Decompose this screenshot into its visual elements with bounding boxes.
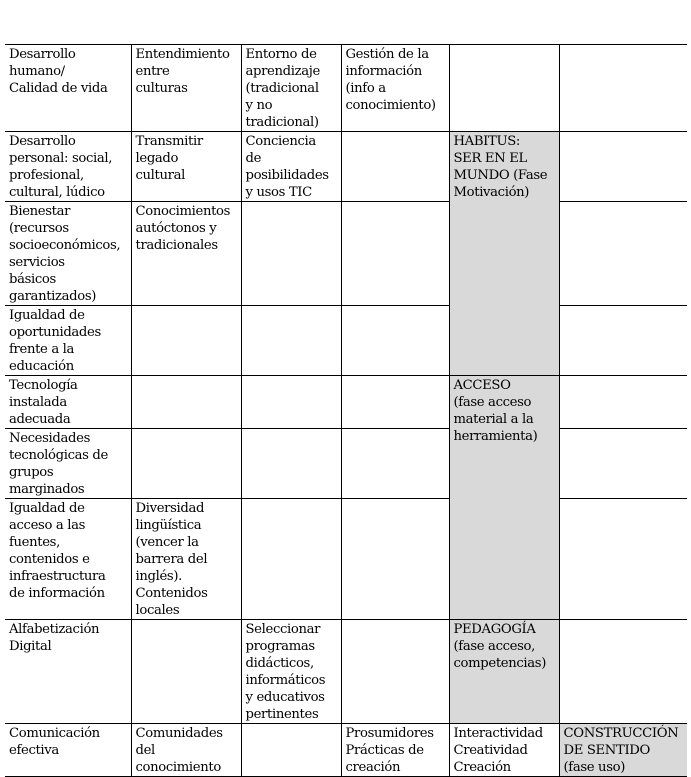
- table-cell: Alfabetización Digital: [5, 620, 131, 724]
- table-cell: Igualdad de acceso a las fuentes, contenidos e infraestructura de información: [5, 499, 131, 620]
- table-cell: [559, 429, 687, 499]
- table-cell: [241, 306, 341, 376]
- table-cell: [559, 376, 687, 429]
- table-cell: [559, 202, 687, 306]
- table-cell: [341, 499, 449, 620]
- table-cell: [341, 132, 449, 202]
- table-cell: [241, 202, 341, 306]
- table-cell: Transmitir legado cultural: [131, 132, 241, 202]
- table-cell: [241, 429, 341, 499]
- table-cell: Conocimientos autóctonos y tradicionales: [131, 202, 241, 306]
- framework-table: [5, 44, 687, 777]
- table-cell: [241, 376, 341, 429]
- table-row: [5, 429, 687, 499]
- table-cell: [131, 620, 241, 724]
- table-cell: [341, 202, 449, 306]
- table-cell: Interactividad Creatividad Creación: [449, 724, 559, 777]
- phase-cell-pedagogia: PEDAGOGÍA (fase acceso, competencias): [449, 620, 559, 724]
- table-cell: [131, 429, 241, 499]
- table-cell: [559, 132, 687, 202]
- table-cell: [341, 306, 449, 376]
- table-cell: [559, 45, 687, 132]
- table-cell: Entendimiento entre culturas: [131, 45, 241, 132]
- table-row: [5, 620, 687, 724]
- table-cell: Prosumidores Prácticas de creación: [341, 724, 449, 777]
- table-cell: Igualdad de oportunidades frente a la educación: [5, 306, 131, 376]
- table-row: [5, 132, 687, 202]
- table-cell: Desarrollo personal: social, profesional, cultural, lúdico: [5, 132, 131, 202]
- table-cell: [241, 499, 341, 620]
- table-cell: Entorno de aprendizaje (tradicional y no tradicional): [241, 45, 341, 132]
- table-row: [5, 499, 687, 620]
- table-cell: Desarrollo humano/ Calidad de vida: [5, 45, 131, 132]
- table-cell: [241, 724, 341, 777]
- table-cell: Diversidad lingüística (vencer la barrera del inglés). Contenidos locales: [131, 499, 241, 620]
- table-cell: Conciencia de posibilidades y usos TIC: [241, 132, 341, 202]
- table-cell: Comunidades del conocimiento: [131, 724, 241, 777]
- table-cell: [341, 620, 449, 724]
- table-row: [5, 376, 687, 429]
- table-cell: [559, 499, 687, 620]
- phase-cell-habitus: HABITUS: SER EN EL MUNDO (Fase Motivación): [449, 132, 559, 376]
- table-row: [5, 202, 687, 306]
- table-row: [5, 306, 687, 376]
- table-cell: Tecnología instalada adecuada: [5, 376, 131, 429]
- table-cell: [341, 376, 449, 429]
- table-cell: [341, 429, 449, 499]
- table-cell: Bienestar (recursos socioeconómicos, servicios básicos garantizados): [5, 202, 131, 306]
- table-cell: Necesidades tecnológicas de grupos marginados: [5, 429, 131, 499]
- phase-cell-construccion: CONSTRUCCIÓN DE SENTIDO (fase uso): [559, 724, 687, 777]
- phase-cell-acceso: ACCESO (fase acceso material a la herramienta): [449, 376, 559, 620]
- table-cell: Comunicación efectiva: [5, 724, 131, 777]
- table-cell: [559, 306, 687, 376]
- table-cell: [449, 45, 559, 132]
- table-cell: Seleccionar programas didácticos, informáticos y educativos pertinentes: [241, 620, 341, 724]
- table-cell: [559, 620, 687, 724]
- table-cell: Gestión de la información (info a conocimiento): [341, 45, 449, 132]
- table-cell: [131, 306, 241, 376]
- table-row: [5, 45, 687, 132]
- table-cell: [131, 376, 241, 429]
- table-row: [5, 724, 687, 777]
